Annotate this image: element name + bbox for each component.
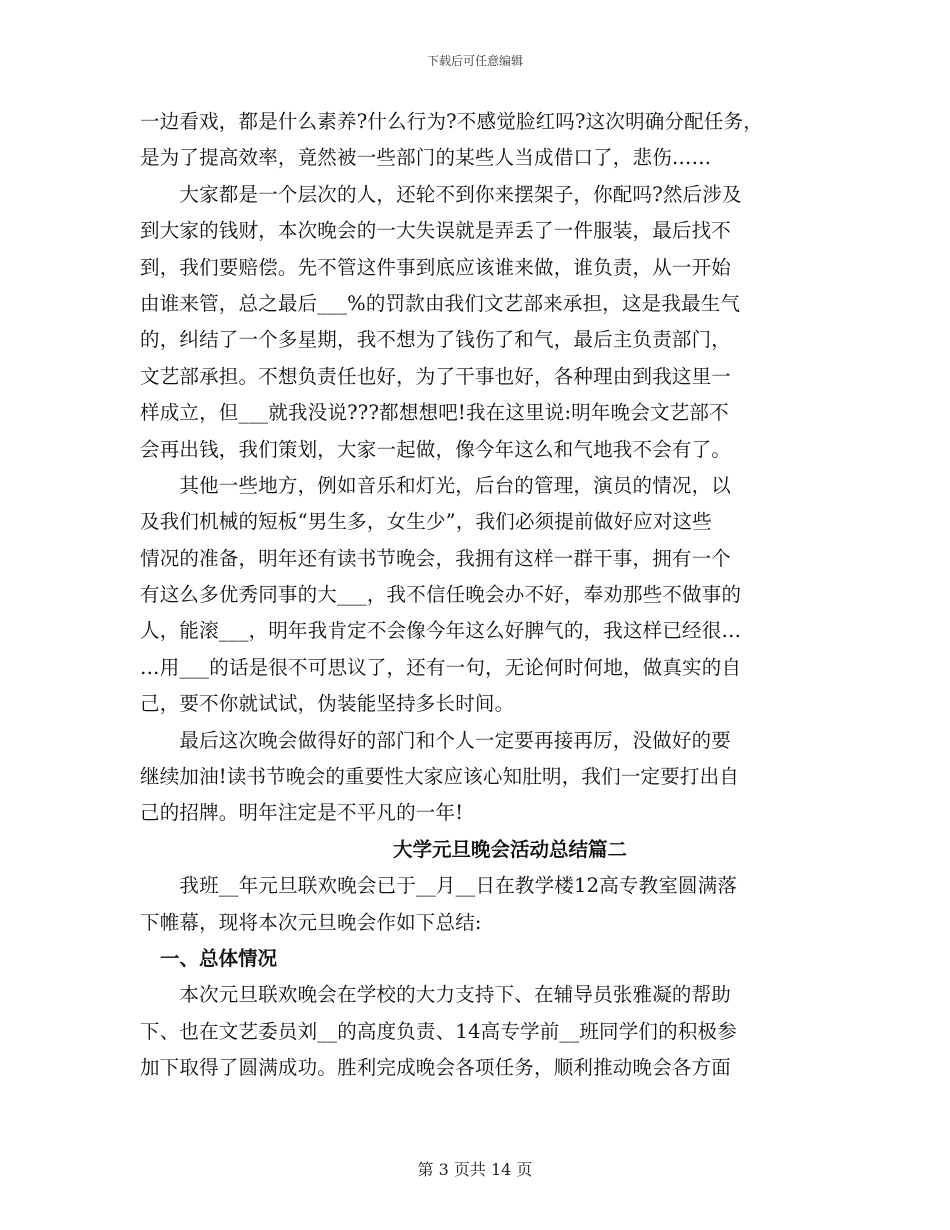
text-line: 我班__年元旦联欢晚会已于__月__日在教学楼12高专教室圆满落 — [140, 874, 738, 898]
text-line: 己的招牌。明年注定是不平凡的一年! — [140, 801, 464, 825]
text-line: 己，要不你就试试，伪装能坚持多长时间。 — [140, 692, 515, 716]
page-footer: 第 3 页共 14 页 — [417, 1160, 533, 1179]
text-line: …用___的话是很不可思议了，还有一句，无论何时何地，做真实的自 — [140, 655, 742, 679]
section-title: 大学元旦晚会活动总结篇二 — [392, 837, 627, 861]
text-line: 有这么多优秀同事的大___，我不信任晚会办不好，奉劝那些不做事的 — [140, 583, 742, 607]
page-header: 下载后可任意编辑 — [426, 54, 523, 68]
text-line: 下帷幕，现将本次元旦晚会作如下总结: — [140, 910, 482, 934]
text-line: 下、也在文艺委员刘__的高度负责、14高专学前__班同学们的积极参 — [140, 1019, 737, 1043]
text-line: 由谁来管，总之最后___%的罚款由我们文艺部来承担，这是我最生气 — [140, 291, 741, 315]
text-line: 样成立，但___就我没说???都想想吧!我在这里说:明年晚会文艺部不 — [140, 401, 729, 425]
text-line: 大家都是一个层次的人，还轮不到你来摆架子，你配吗?然后涉及 — [140, 182, 742, 206]
text-line: 到，我们要赔偿。先不管这件事到底应该谁来做，谁负责，从一开始 — [140, 255, 732, 279]
text-line: 文艺部承担。不想负责任也好，为了干事也好，各种理由到我这里一 — [140, 364, 732, 388]
text-line: 会再出钱，我们策划，大家一起做，像今年这么和气地我不会有了。 — [140, 437, 732, 461]
text-line: 其他一些地方，例如音乐和灯光，后台的管理，演员的情况，以 — [140, 473, 732, 497]
text-line: 情况的准备，明年还有读书节晚会，我拥有这样一群干事，拥有一个 — [140, 546, 732, 570]
subsection-heading: 一、总体情况 — [160, 946, 278, 970]
text-line: 是为了提高效率，竟然被一些部门的某些人当成借口了，悲伤…… — [140, 146, 712, 170]
text-line: 加下取得了圆满成功。胜利完成晚会各项任务，顺利推动晚会各方面 — [140, 1056, 732, 1080]
text-line: 一边看戏，都是什么素养?什么行为?不感觉脸红吗?这次明确分配任务， — [140, 110, 763, 133]
text-line: 继续加油!读书节晚会的重要性大家应该心知肚明，我们一定要打出自 — [140, 765, 740, 789]
text-line: 到大家的钱财，本次晚会的一大失误就是弄丢了一件服装，最后找不 — [140, 219, 732, 243]
document-body — [140, 104, 820, 1087]
text-line: 的，纠结了一个多星期，我不想为了钱伤了和气，最后主负责部门， — [140, 328, 732, 352]
text-line: 及我们机械的短板“男生多，女生少”，我们必须提前做好应对这些 — [140, 510, 712, 534]
text-line: 本次元旦联欢晚会在学校的大力支持下、在辅导员张雅凝的帮助 — [140, 983, 732, 1007]
text-line: 最后这次晚会做得好的部门和个人一定要再接再厉，没做好的要 — [140, 728, 732, 752]
text-line: 人，能滚___，明年我肯定不会像今年这么好脾气的，我这样已经很… — [140, 619, 742, 643]
